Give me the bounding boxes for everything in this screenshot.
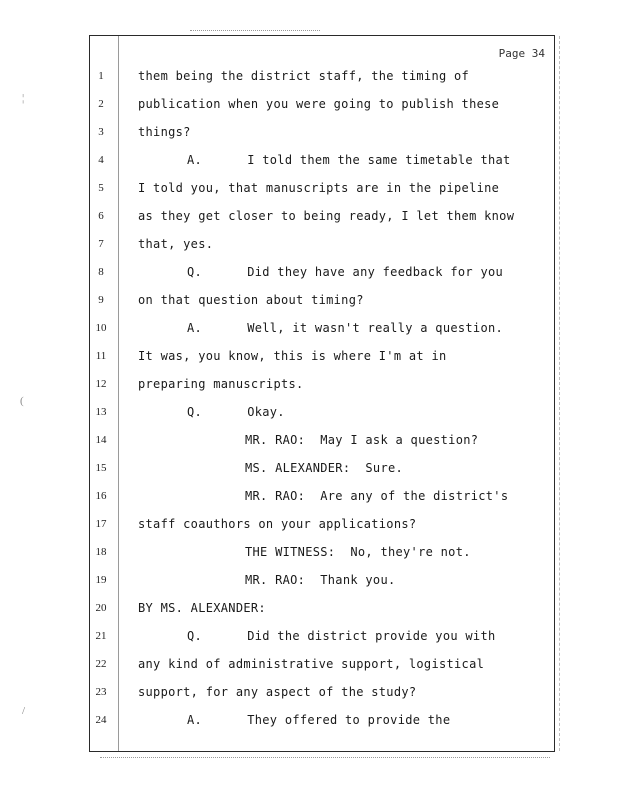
line-number: 24 [95, 714, 107, 726]
line-text: BY MS. ALEXANDER: [138, 601, 266, 615]
line-text: A. Well, it wasn't really a question. [187, 321, 504, 335]
line-number: 9 [98, 294, 104, 306]
line-text: that, yes. [138, 237, 214, 251]
line-text: It was, you know, this is where I'm at in [138, 349, 447, 363]
transcript-line [90, 458, 554, 478]
line-text: Q. Okay. [187, 405, 285, 419]
line-text: Q. Did the district provide you with [187, 629, 496, 643]
line-text: things? [138, 125, 191, 139]
transcript-line [90, 262, 554, 282]
transcript-line [90, 234, 554, 254]
margin-mark: / [22, 705, 26, 717]
line-number: 4 [98, 154, 104, 166]
line-text: MR. RAO: Thank you. [245, 573, 396, 587]
line-number: 7 [98, 238, 104, 250]
transcript-line [90, 346, 554, 366]
transcript-page [89, 35, 555, 752]
line-number: 14 [95, 434, 107, 446]
line-number: 11 [95, 350, 107, 362]
bottom-scan-rule [100, 757, 550, 758]
line-number: 18 [95, 546, 107, 558]
line-number: 6 [98, 210, 104, 222]
line-number: 15 [95, 462, 107, 474]
transcript-line [90, 122, 554, 142]
transcript-line [90, 598, 554, 618]
margin-mark: ( [20, 395, 24, 407]
line-number: 3 [98, 126, 104, 138]
transcript-line [90, 318, 554, 338]
transcript-line [90, 514, 554, 534]
transcript-line [90, 374, 554, 394]
line-number: 16 [95, 490, 107, 502]
line-text: MR. RAO: May I ask a question? [245, 433, 479, 447]
line-number: 17 [95, 518, 107, 530]
line-number: 20 [95, 602, 107, 614]
line-text: A. They offered to provide the [187, 713, 451, 727]
line-number: 10 [95, 322, 107, 334]
transcript-line [90, 150, 554, 170]
line-number: 5 [98, 182, 104, 194]
line-number: 8 [98, 266, 104, 278]
line-text: MS. ALEXANDER: Sure. [245, 461, 404, 475]
line-number: 2 [98, 98, 104, 110]
transcript-line [90, 66, 554, 86]
line-text: MR. RAO: Are any of the district's [245, 489, 509, 503]
transcript-line [90, 654, 554, 674]
page-number: Page 34 [498, 47, 545, 60]
line-text: I told you, that manuscripts are in the pipeline [138, 181, 500, 195]
line-number: 12 [95, 378, 107, 390]
transcript-line [90, 542, 554, 562]
transcript-line [90, 430, 554, 450]
line-text: Q. Did they have any feedback for you [187, 265, 504, 279]
margin-mark: ¦ [22, 92, 25, 104]
line-text: preparing manuscripts. [138, 377, 304, 391]
line-number: 22 [95, 658, 107, 670]
transcript-line [90, 570, 554, 590]
line-number: 13 [95, 406, 107, 418]
transcript-line [90, 682, 554, 702]
line-text: any kind of administrative support, logistical [138, 657, 485, 671]
transcript-line [90, 710, 554, 730]
transcript-line [90, 206, 554, 226]
line-text: THE WITNESS: No, they're not. [245, 545, 471, 559]
line-number: 19 [95, 574, 107, 586]
line-text: publication when you were going to publish these [138, 97, 500, 111]
transcript-line [90, 290, 554, 310]
line-text: as they get closer to being ready, I let them know [138, 209, 515, 223]
line-number: 23 [95, 686, 107, 698]
line-text: staff coauthors on your applications? [138, 517, 417, 531]
line-number: 21 [95, 630, 107, 642]
line-text: them being the district staff, the timing of [138, 69, 470, 83]
transcript-line [90, 94, 554, 114]
transcript-line [90, 402, 554, 422]
line-text: on that question about timing? [138, 293, 364, 307]
transcript-line [90, 486, 554, 506]
line-text: A. I told them the same timetable that [187, 153, 511, 167]
line-number: 1 [98, 70, 104, 82]
line-text: support, for any aspect of the study? [138, 685, 417, 699]
transcript-line [90, 626, 554, 646]
transcript-line [90, 178, 554, 198]
top-scan-rule [190, 30, 320, 31]
